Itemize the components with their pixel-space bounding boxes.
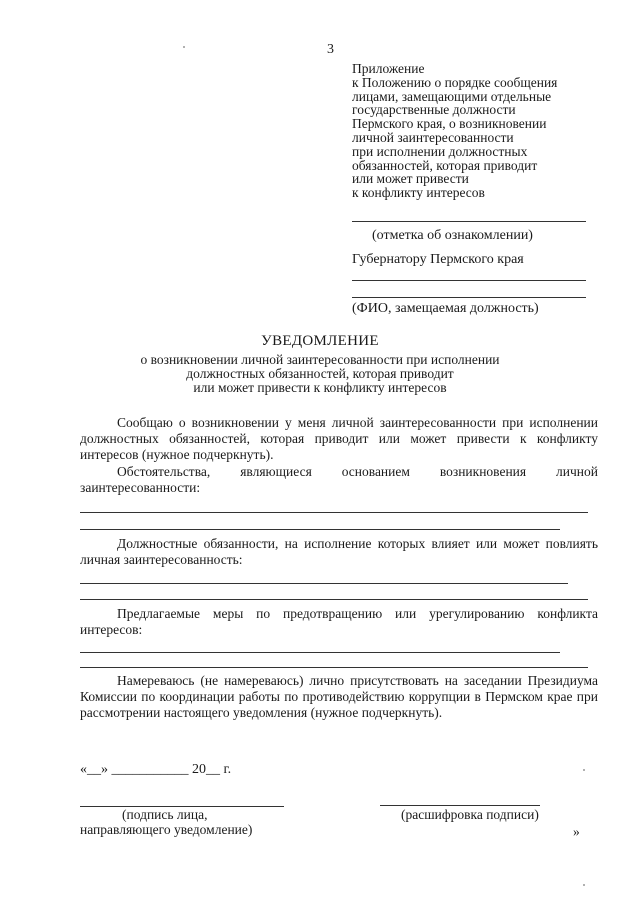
appendix-line: Пермского края, о возникновении (352, 116, 547, 132)
appendix-line: лицами, замещающими отдельные (352, 88, 552, 104)
fill-line (80, 652, 560, 653)
appendix-line: государственные должности (352, 102, 516, 118)
appendix-line: личной заинтересованности (352, 129, 514, 145)
scan-speck (183, 46, 185, 48)
appendix-line: при исполнении должностных (352, 143, 528, 159)
paragraph-text: Обстоятельства, являющиеся основанием возникновения личной заинтересованности: (80, 464, 598, 496)
subtitle-line: должностных обязанностей, которая приводит (186, 366, 454, 381)
name-decoding-caption: (расшифровка подписи) (401, 807, 539, 822)
fill-line (80, 529, 560, 530)
fill-line (80, 512, 588, 513)
signer-caption: направляющего уведомление) (80, 822, 253, 837)
document-subtitle (0, 353, 640, 395)
appendix-line: или может привести (352, 171, 469, 187)
date-line: «__» ___________ 20__ г. (80, 762, 232, 777)
name-decoding-line (380, 805, 540, 806)
acknowledgment-caption: (отметка об ознакомлении) (372, 228, 533, 243)
fill-line (80, 583, 568, 584)
paragraph-text: Намереваюсь (не намереваюсь) лично присутствовать на заседании Президиума Комиссии по координации работы по противодействию коррупции в Пермском крае при рассмотрении настоящего уведомления (нужное подчеркнуть). (80, 673, 598, 721)
fio-caption: (ФИО, замещаемая должность) (352, 301, 539, 316)
fill-line (80, 599, 588, 600)
paragraph-circumstances (80, 464, 598, 496)
fill-line (80, 667, 588, 668)
fio-line-1 (352, 280, 586, 281)
paragraph-duties (80, 536, 598, 568)
closing-quote: » (573, 824, 580, 839)
paragraph-text: Сообщаю о возникновении у меня личной заинтересованности при исполнении должностных обязанностей, которая приводит или может привести к конфликту интересов (нужное подчеркнуть). (80, 415, 598, 463)
scan-speck (583, 769, 585, 771)
appendix-line: обязанностей, которая приводит (352, 157, 538, 173)
paragraph-text: Должностные обязанности, на исполнение которых влияет или может повлиять личная заинтересованность: (80, 536, 598, 568)
paragraph-measures (80, 606, 598, 638)
signature-caption: (подпись лица, (122, 807, 208, 822)
paragraph-notification (80, 415, 598, 464)
page-number: 3 (327, 42, 334, 57)
addressee: Губернатору Пермского края (352, 252, 524, 267)
appendix-line: к Положению о порядке сообщения (352, 74, 558, 90)
appendix-line: Приложение (352, 61, 425, 76)
appendix-header (352, 62, 622, 200)
document-title: УВЕДОМЛЕНИЕ (261, 333, 379, 349)
paragraph-text: Предлагаемые меры по предотвращению или урегулированию конфликта интересов: (80, 606, 598, 638)
paragraph-intention (80, 673, 598, 722)
subtitle-line: или может привести к конфликту интересов (193, 380, 447, 395)
acknowledgment-line (352, 221, 586, 222)
subtitle-line: о возникновении личной заинтересованности при исполнении (140, 352, 500, 367)
appendix-line: к конфликту интересов (352, 185, 485, 201)
scan-speck (583, 884, 585, 886)
fio-line-2 (352, 297, 586, 298)
